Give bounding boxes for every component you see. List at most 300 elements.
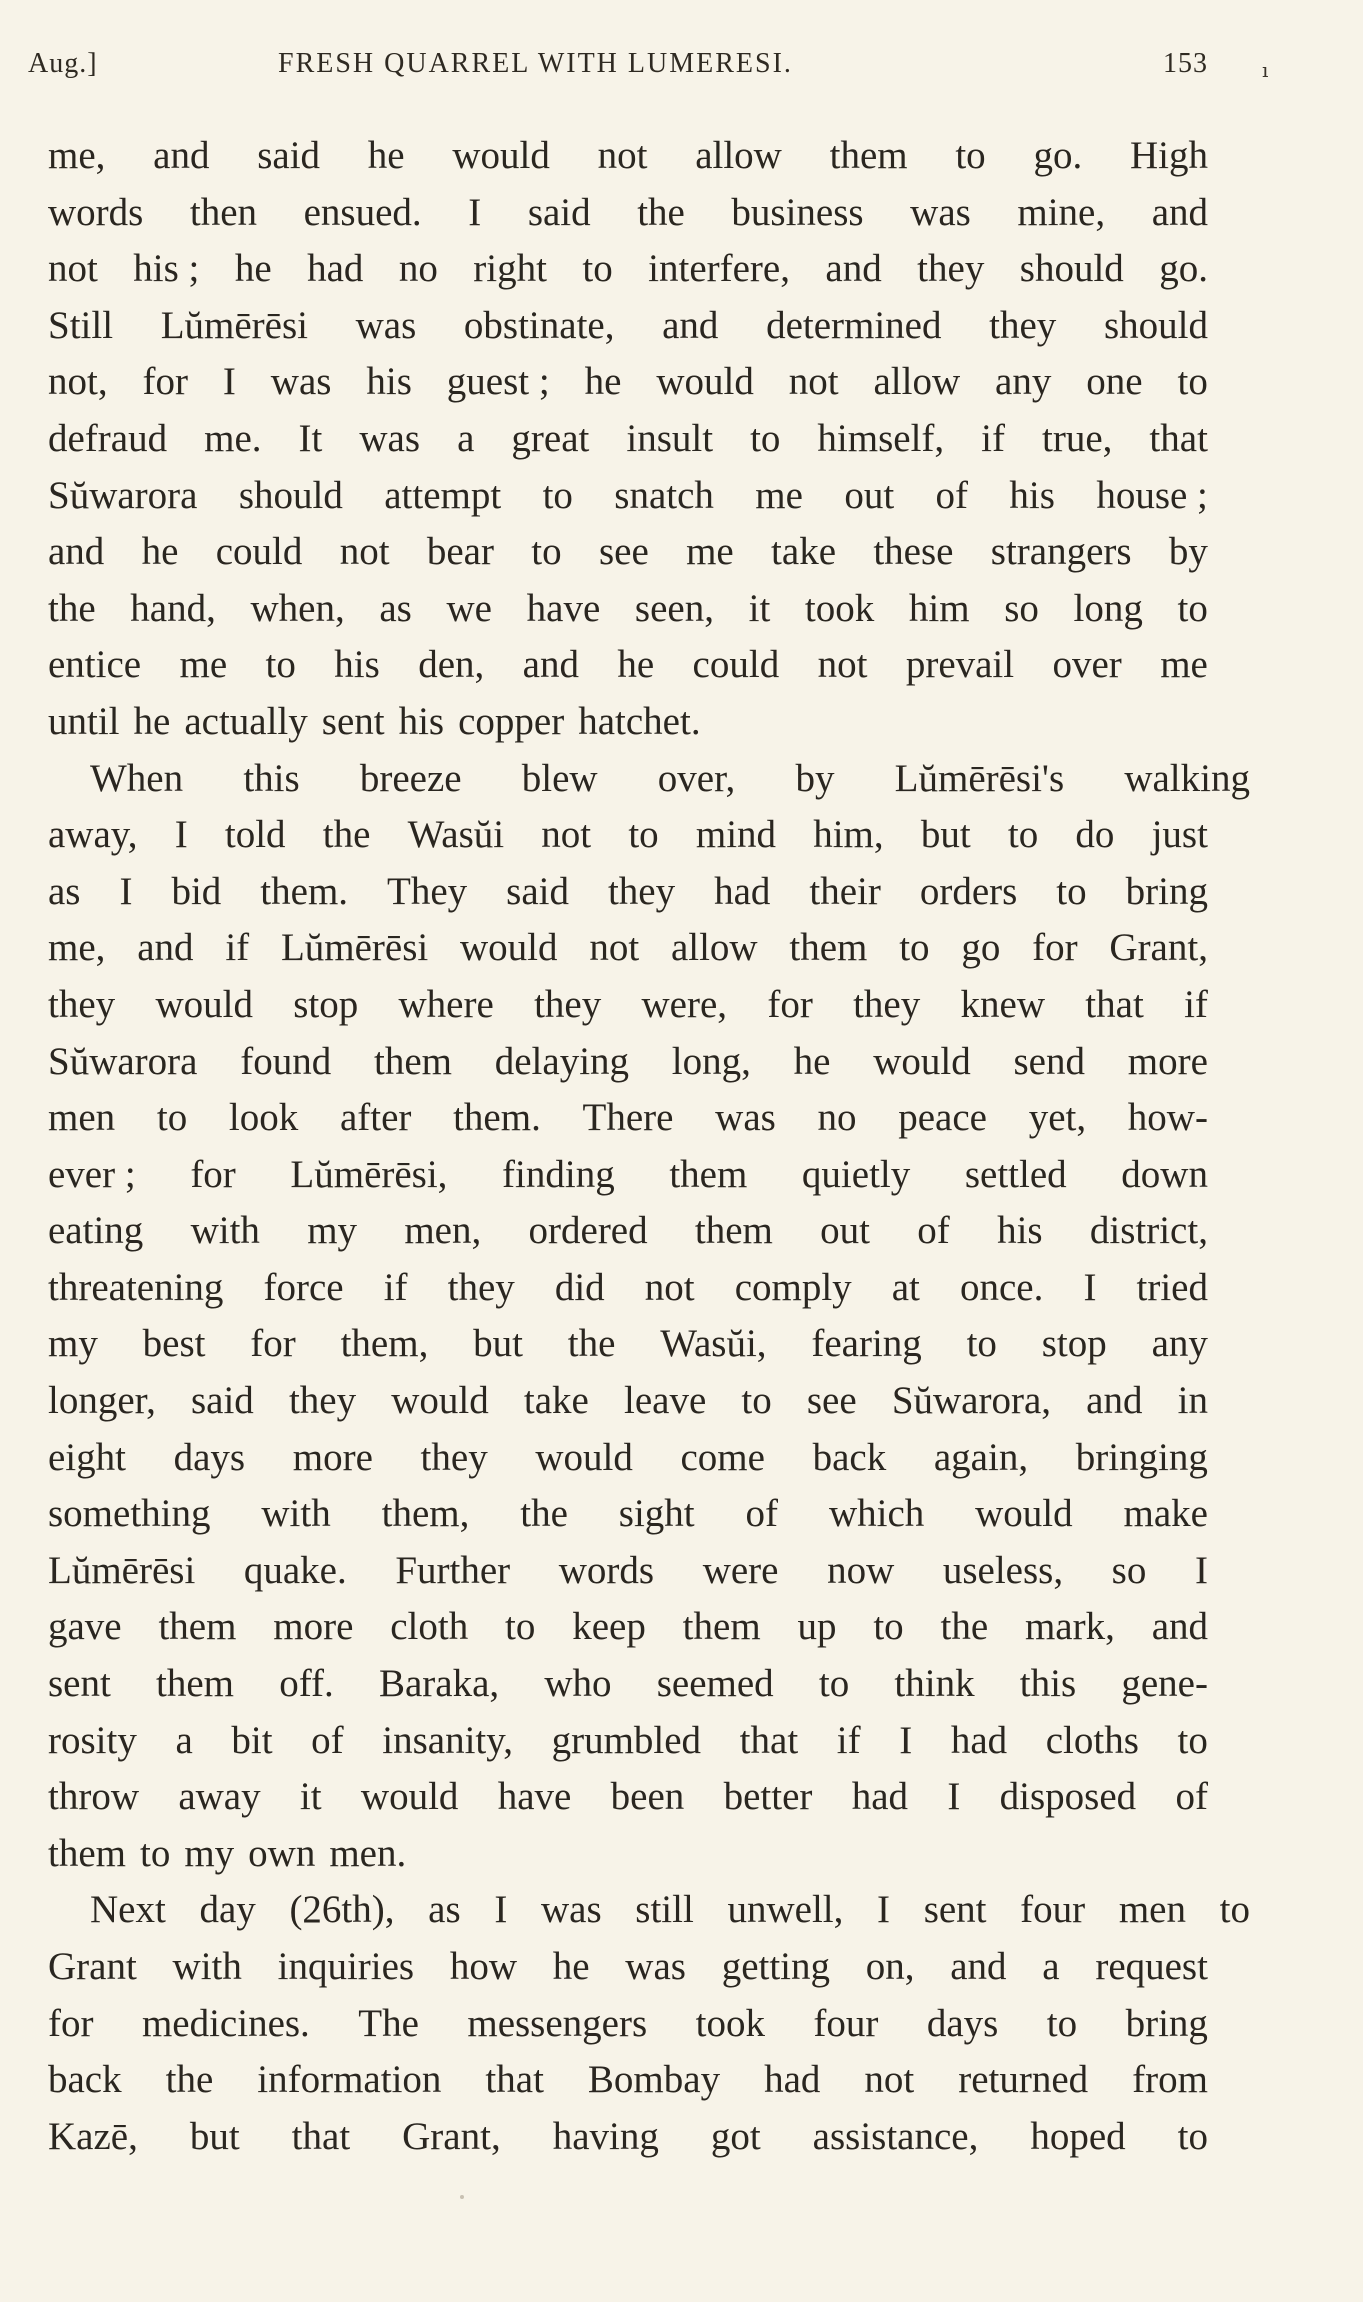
word: Grant, [1109, 926, 1208, 970]
word: to [505, 1605, 536, 1649]
word: had [714, 869, 771, 913]
word: quietly [801, 1152, 911, 1196]
word: me [179, 643, 228, 687]
word: when, [250, 586, 345, 630]
word: useless, [942, 1548, 1064, 1592]
text-line [48, 1939, 1208, 1996]
word: hatchet. [578, 699, 701, 743]
word: his ; [133, 247, 200, 291]
word: who [544, 1662, 612, 1706]
word: himself, [817, 416, 945, 460]
word: no [398, 247, 438, 291]
word: yet, [1028, 1096, 1087, 1140]
word: no [817, 1096, 857, 1140]
word: to [955, 134, 986, 177]
word: ordered [528, 1209, 648, 1253]
word: to [1056, 869, 1087, 913]
word: Wasŭi, [660, 1322, 767, 1366]
text-line [48, 1543, 1208, 1600]
word: blew [521, 756, 598, 800]
word: four [1020, 1888, 1086, 1932]
word: insanity, [382, 1718, 513, 1762]
word: actually [184, 699, 308, 743]
word: I [1083, 1265, 1097, 1309]
word: Lŭmērēsi, [290, 1152, 448, 1196]
word: obstinate, [463, 303, 615, 347]
word: something [48, 1492, 211, 1536]
word: I [174, 813, 188, 857]
word: the [165, 2058, 214, 2102]
word: bit [231, 1718, 273, 1762]
word: not [644, 1265, 695, 1309]
word: by [1168, 530, 1208, 574]
word: was [910, 190, 971, 234]
word: we [446, 586, 492, 630]
word: sight [618, 1492, 695, 1536]
word: to [1177, 360, 1208, 404]
word: me [1160, 643, 1208, 687]
text-line [48, 1826, 1208, 1883]
word: to [873, 1605, 904, 1649]
word: think [894, 1662, 975, 1706]
word: bring [1125, 869, 1208, 913]
word: as [48, 869, 81, 913]
word: would [873, 1039, 971, 1083]
word: request [1095, 1945, 1208, 1988]
word: he [552, 1945, 590, 1988]
word: come [680, 1435, 765, 1479]
word: to [741, 1379, 772, 1423]
word: but [920, 813, 971, 857]
word: would [460, 926, 558, 970]
text-line [48, 920, 1208, 977]
word: out [844, 473, 895, 517]
word: it [748, 586, 771, 630]
word: Lŭmērēsi's [894, 756, 1065, 800]
word: long [1073, 586, 1143, 630]
word: the [940, 1605, 989, 1649]
word: settled [964, 1152, 1067, 1196]
word: could [215, 530, 303, 574]
word: best [142, 1322, 206, 1366]
word: and [1151, 1605, 1208, 1649]
word: back [48, 2058, 122, 2102]
word: I [899, 1718, 913, 1762]
text-line [48, 354, 1208, 411]
word: me, [48, 926, 106, 970]
word: have [526, 586, 601, 630]
header-month: Aug.] [28, 48, 98, 79]
word: men, [404, 1209, 482, 1253]
word: for [1032, 926, 1078, 970]
text-line [48, 524, 1208, 581]
word: not [339, 530, 390, 574]
word: seemed [656, 1662, 774, 1706]
word: Baraka, [378, 1662, 500, 1706]
word: leave [623, 1379, 707, 1423]
body-text [48, 128, 1250, 2165]
word: at [891, 1265, 920, 1309]
word: go. [1159, 247, 1208, 291]
word: Bombay [587, 2058, 721, 2102]
word: them, [340, 1322, 429, 1366]
word: his [398, 699, 445, 743]
word: said [506, 869, 569, 913]
word: me. [204, 416, 262, 460]
word: look [228, 1096, 299, 1140]
word: days [926, 2001, 999, 2045]
word: they [534, 982, 602, 1026]
word: said [527, 190, 591, 234]
word: mine, [1017, 190, 1106, 234]
word: them [156, 1662, 235, 1706]
word: sent [48, 1662, 111, 1706]
text-line [48, 977, 1208, 1034]
text-line [48, 1599, 1208, 1656]
word: any [1151, 1322, 1208, 1366]
word: if [836, 1718, 861, 1762]
word: more [292, 1435, 373, 1479]
word: bringing [1075, 1435, 1208, 1479]
word: ever ; [48, 1152, 136, 1196]
header-title: FRESH QUARREL WITH LUMERESI. [278, 48, 793, 79]
word: There [582, 1096, 674, 1140]
word: to [531, 530, 562, 574]
word: this [243, 756, 300, 800]
word: one [1086, 360, 1143, 404]
word: again, [933, 1435, 1029, 1479]
word: to [1007, 813, 1039, 857]
word: for [250, 1322, 296, 1366]
word: they [288, 1379, 357, 1423]
word: them [373, 1039, 452, 1083]
word: me, [48, 134, 106, 177]
word: for [48, 2001, 94, 2045]
word: to [1177, 586, 1208, 630]
word: off. [279, 1662, 334, 1706]
word: having [552, 2114, 659, 2158]
word: Lŭmērēsi [280, 926, 429, 970]
word: back [812, 1435, 887, 1479]
word: cloth [390, 1605, 469, 1649]
word: to [542, 473, 573, 517]
word: and [522, 643, 579, 687]
word: not [864, 2058, 915, 2102]
word: they [989, 303, 1057, 347]
word: the [520, 1492, 568, 1536]
word: Wasŭi [407, 813, 505, 857]
word: how [449, 1945, 518, 1988]
word: right [473, 247, 547, 291]
word: (26th), [289, 1888, 395, 1932]
word: a [175, 1718, 193, 1762]
word: if [225, 926, 250, 970]
word: his [334, 643, 380, 687]
word: the [48, 586, 96, 630]
word: stop [1041, 1322, 1107, 1366]
word: could [692, 643, 780, 687]
word: longer, [48, 1379, 156, 1423]
word: grumbled [551, 1718, 702, 1762]
word: had [950, 1718, 1008, 1762]
word: words [558, 1548, 655, 1592]
word: on, [865, 1945, 915, 1988]
word: Further [395, 1548, 511, 1592]
word: to [899, 926, 930, 970]
word: not [589, 926, 640, 970]
word: was [355, 303, 417, 347]
word: the [322, 813, 371, 857]
word: days [173, 1435, 246, 1479]
word: den, [418, 643, 485, 687]
word: this [1019, 1662, 1077, 1706]
word: so [1004, 586, 1039, 630]
word: make [1123, 1492, 1208, 1536]
word: they [48, 982, 116, 1026]
text-line [48, 1316, 1208, 1373]
word: quake. [243, 1548, 347, 1592]
word: for [142, 360, 188, 404]
word: ensued. [303, 190, 422, 234]
word: hoped [1030, 2114, 1126, 2158]
running-header [28, 48, 1208, 88]
word: had [764, 2058, 821, 2102]
word: any [995, 360, 1052, 404]
word: take [523, 1379, 589, 1423]
word: it [299, 1775, 322, 1819]
word: was [625, 1945, 686, 1988]
word: to [1177, 1718, 1208, 1762]
word: them. [453, 1096, 541, 1140]
word: them [48, 1831, 126, 1875]
word: I [947, 1775, 961, 1819]
word: district, [1089, 1209, 1208, 1253]
text-line [48, 1034, 1208, 1091]
word: own [248, 1831, 316, 1875]
text-line [48, 2109, 1208, 2166]
word: if [1184, 982, 1208, 1026]
word: and [48, 530, 105, 574]
text-line [48, 1147, 1208, 1204]
word: take [771, 530, 837, 574]
word: then [189, 190, 258, 234]
text-line [48, 241, 1208, 298]
word: men [1118, 1888, 1186, 1932]
word: knew [960, 982, 1046, 1026]
text-line [48, 1769, 1208, 1826]
word: with [261, 1492, 331, 1536]
word: I [119, 869, 133, 913]
word: if [383, 1265, 408, 1309]
word: men [48, 1096, 116, 1140]
word: bring [1125, 2001, 1208, 2045]
word: to [265, 643, 296, 687]
word: to [1177, 2114, 1208, 2158]
word: had [307, 247, 364, 291]
word: I [877, 1888, 891, 1932]
word: now [827, 1548, 895, 1592]
word: sent [923, 1888, 987, 1932]
word: throw [48, 1775, 139, 1819]
word: day [199, 1888, 256, 1932]
word: Sŭwarora [48, 473, 198, 517]
word: Lŭmērēsi [160, 303, 308, 347]
word: after [339, 1096, 412, 1140]
word: of [1175, 1775, 1208, 1819]
word: and [153, 134, 210, 177]
word: a [1042, 1945, 1060, 1988]
word: finding [502, 1152, 615, 1196]
word: see [598, 530, 649, 574]
word: to [750, 416, 781, 460]
word: When [90, 756, 184, 800]
word: do [1075, 813, 1115, 857]
word: not [48, 247, 98, 291]
word: bear [426, 530, 494, 574]
word: Sŭwarora [48, 1039, 198, 1083]
word: to [628, 813, 659, 857]
word: of [917, 1209, 950, 1253]
word: that [1149, 416, 1208, 460]
word: down [1121, 1152, 1208, 1196]
word: keep [572, 1605, 646, 1649]
word: was [270, 360, 332, 404]
word: of [311, 1718, 344, 1762]
word: but [189, 2114, 240, 2158]
word: and [137, 926, 194, 970]
word: which [828, 1492, 925, 1536]
word: was [540, 1888, 602, 1932]
word: rosity [48, 1718, 137, 1762]
word: not [597, 134, 648, 177]
word: tried [1136, 1265, 1208, 1309]
word: he [133, 699, 171, 743]
word: been [610, 1775, 685, 1819]
word: they [917, 247, 985, 291]
word: mark, [1024, 1605, 1115, 1649]
word: he [793, 1039, 831, 1083]
word: they [447, 1265, 515, 1309]
word: I [1194, 1548, 1208, 1592]
word: should [1103, 303, 1208, 347]
word: allow [873, 360, 961, 404]
word: my [184, 1831, 235, 1875]
word: I [494, 1888, 508, 1932]
word: copper [458, 699, 565, 743]
word: how- [1127, 1096, 1208, 1140]
text-line [48, 864, 1208, 921]
word: he [234, 247, 272, 291]
word: It [298, 416, 323, 460]
word: allow [695, 134, 782, 177]
word: got [710, 2114, 761, 2158]
word: found [240, 1039, 332, 1083]
word: comply [734, 1265, 852, 1309]
word: bid [171, 869, 222, 913]
word: I [222, 360, 236, 404]
word: gene- [1121, 1662, 1208, 1706]
word: more [1127, 1039, 1208, 1083]
word: them [694, 1209, 773, 1253]
word: hand, [130, 586, 216, 630]
text-line [48, 694, 1208, 751]
word: to [156, 1096, 188, 1140]
word: the [567, 1322, 616, 1366]
word: messengers [467, 2001, 648, 2045]
word: and [662, 303, 719, 347]
word: Grant, [402, 2114, 501, 2158]
word: orders [919, 869, 1018, 913]
word: he [617, 643, 655, 687]
word: were [702, 1548, 779, 1592]
word: told [224, 813, 286, 857]
word: they [607, 869, 676, 913]
word: would [391, 1379, 489, 1423]
paper-spot [460, 2195, 464, 2199]
word: delaying [494, 1039, 630, 1083]
word: them [789, 926, 868, 970]
word: with [172, 1945, 242, 1988]
word: of [745, 1492, 779, 1536]
word: would [535, 1435, 633, 1479]
word: to [139, 1831, 171, 1875]
word: me [755, 473, 803, 517]
word: Sŭwarora, [891, 1379, 1052, 1423]
word: disposed [999, 1775, 1137, 1819]
word: unwell, [727, 1888, 844, 1932]
text-line [48, 2052, 1208, 2109]
text-line [48, 1486, 1208, 1543]
word: entice [48, 643, 142, 687]
word: High [1129, 134, 1208, 177]
word: not [788, 360, 839, 404]
word: his [1009, 473, 1055, 517]
word: send [1013, 1039, 1085, 1083]
word: where [398, 982, 494, 1026]
word: to [1046, 2001, 1078, 2045]
word: Still [48, 303, 114, 347]
word: to [818, 1662, 850, 1706]
word: go [961, 926, 1001, 970]
text-line [48, 298, 1208, 355]
word: Grant [48, 1945, 137, 1988]
word: should [238, 473, 343, 517]
word: more [273, 1605, 354, 1649]
word: did [554, 1265, 605, 1309]
word: snatch [614, 473, 714, 517]
word: sent [321, 699, 385, 743]
word: would [452, 134, 550, 177]
word: as [428, 1888, 461, 1932]
word: he [367, 134, 405, 177]
word: just [1151, 813, 1208, 857]
word: until [48, 699, 120, 743]
word: eating [48, 1209, 144, 1253]
word: out [820, 1209, 871, 1253]
word: but [473, 1322, 523, 1366]
word: inquiries [277, 1945, 415, 1988]
word: The [358, 2001, 419, 2045]
word: strangers [990, 530, 1132, 574]
word: me [686, 530, 734, 574]
word: seen, [634, 586, 714, 630]
word: him [908, 586, 970, 630]
word: had [851, 1775, 908, 1819]
word: a [457, 416, 475, 460]
text-line [48, 581, 1208, 638]
text-line [48, 751, 1250, 808]
word: true, [1042, 416, 1113, 460]
